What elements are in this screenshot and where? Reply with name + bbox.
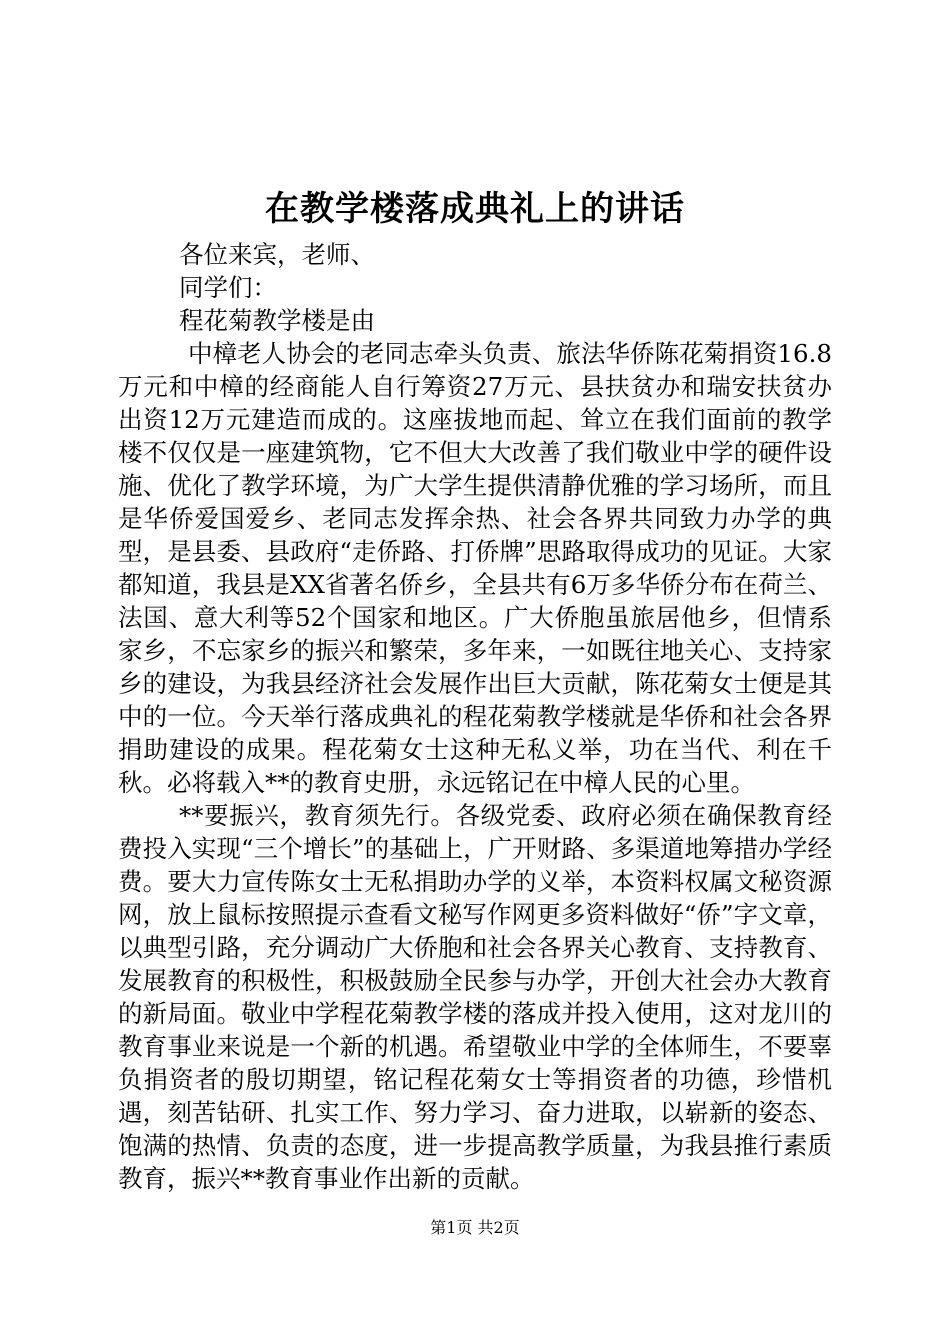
intro-line: 程花菊教学楼是由 [179,306,375,335]
document-body [118,238,832,1195]
page-footer: 第1页 共2页 [430,1218,520,1237]
paragraph-2: **要振兴，教育须先行。各级党委、政府必须在确保教育经费投入实现“三个增长”的基础上，广开财路、多渠道地筹措办学经费。要大力宣传陈女士无私捐助办学的义举，本资料权属文秘资源网，放上鼠标按照提示查看文秘写作网更多资料做好“侨”字文章，以典型引路，充分调动广大侨胞和社会各界关心教育、支持教育、发展教育的积极性，积极鼓励全民参与办学，开创大社会办大教育的新局面。敬业中学程花菊教学楼的落成并投入使用，这对龙川的教育事业来说是一个新的机遇。希望敬业中学的全体师生，不要辜负捐资者的殷切期望，铭记程花菊女士等捐资者的功德，珍惜机遇，刻苦钻研、扎实工作、努力学习、奋力进取，以崭新的姿态、饱满的热情、负责的态度，进一步提高教学质量，为我县推行素质教育，振兴**教育事业作出新的贡献。 [118,801,832,1193]
paragraph-1: 中樟老人协会的老同志牵头负责、旅法华侨陈花菊捐资16.8万元和中樟的经商能人自行筹资27万元、县扶贫办和瑞安扶贫办出资12万元建造而成的。这座拔地而起、耸立在我们面前的教学楼不仅仅是一座建筑物，它不但大大改善了我们敬业中学的硬件设施、优化了教学环境，为广大学生提供清静优雅的学习场所，而且是华侨爱国爱乡、老同志发挥余热、社会各界共同致力办学的典型，是县委、县政府“走侨路、打侨牌”思路取得成功的见证。大家都知道，我县是XX省著名侨乡，全县共有6万多华侨分布在荷兰、法国、意大利等52个国家和地区。广大侨胞虽旅居他乡，但情系家乡，不忘家乡的振兴和繁荣，多年来，一如既往地关心、支持家乡的建设，为我县经济社会发展作出巨大贡献，陈花菊女士便是其中的一位。今天举行落成典礼的程花菊教学楼就是华侨和社会各界捐助建设的成果。程花菊女士这种无私义举，功在当代、利在千秋。必将载入**的教育史册，永远铭记在中樟人民的心里。 [118,339,832,797]
greeting-line-2: 同学们： [179,273,277,302]
document-title: 在教学楼落成典礼上的讲话 [265,189,685,229]
greeting-line-1: 各位来宾，老师、 [179,240,375,269]
